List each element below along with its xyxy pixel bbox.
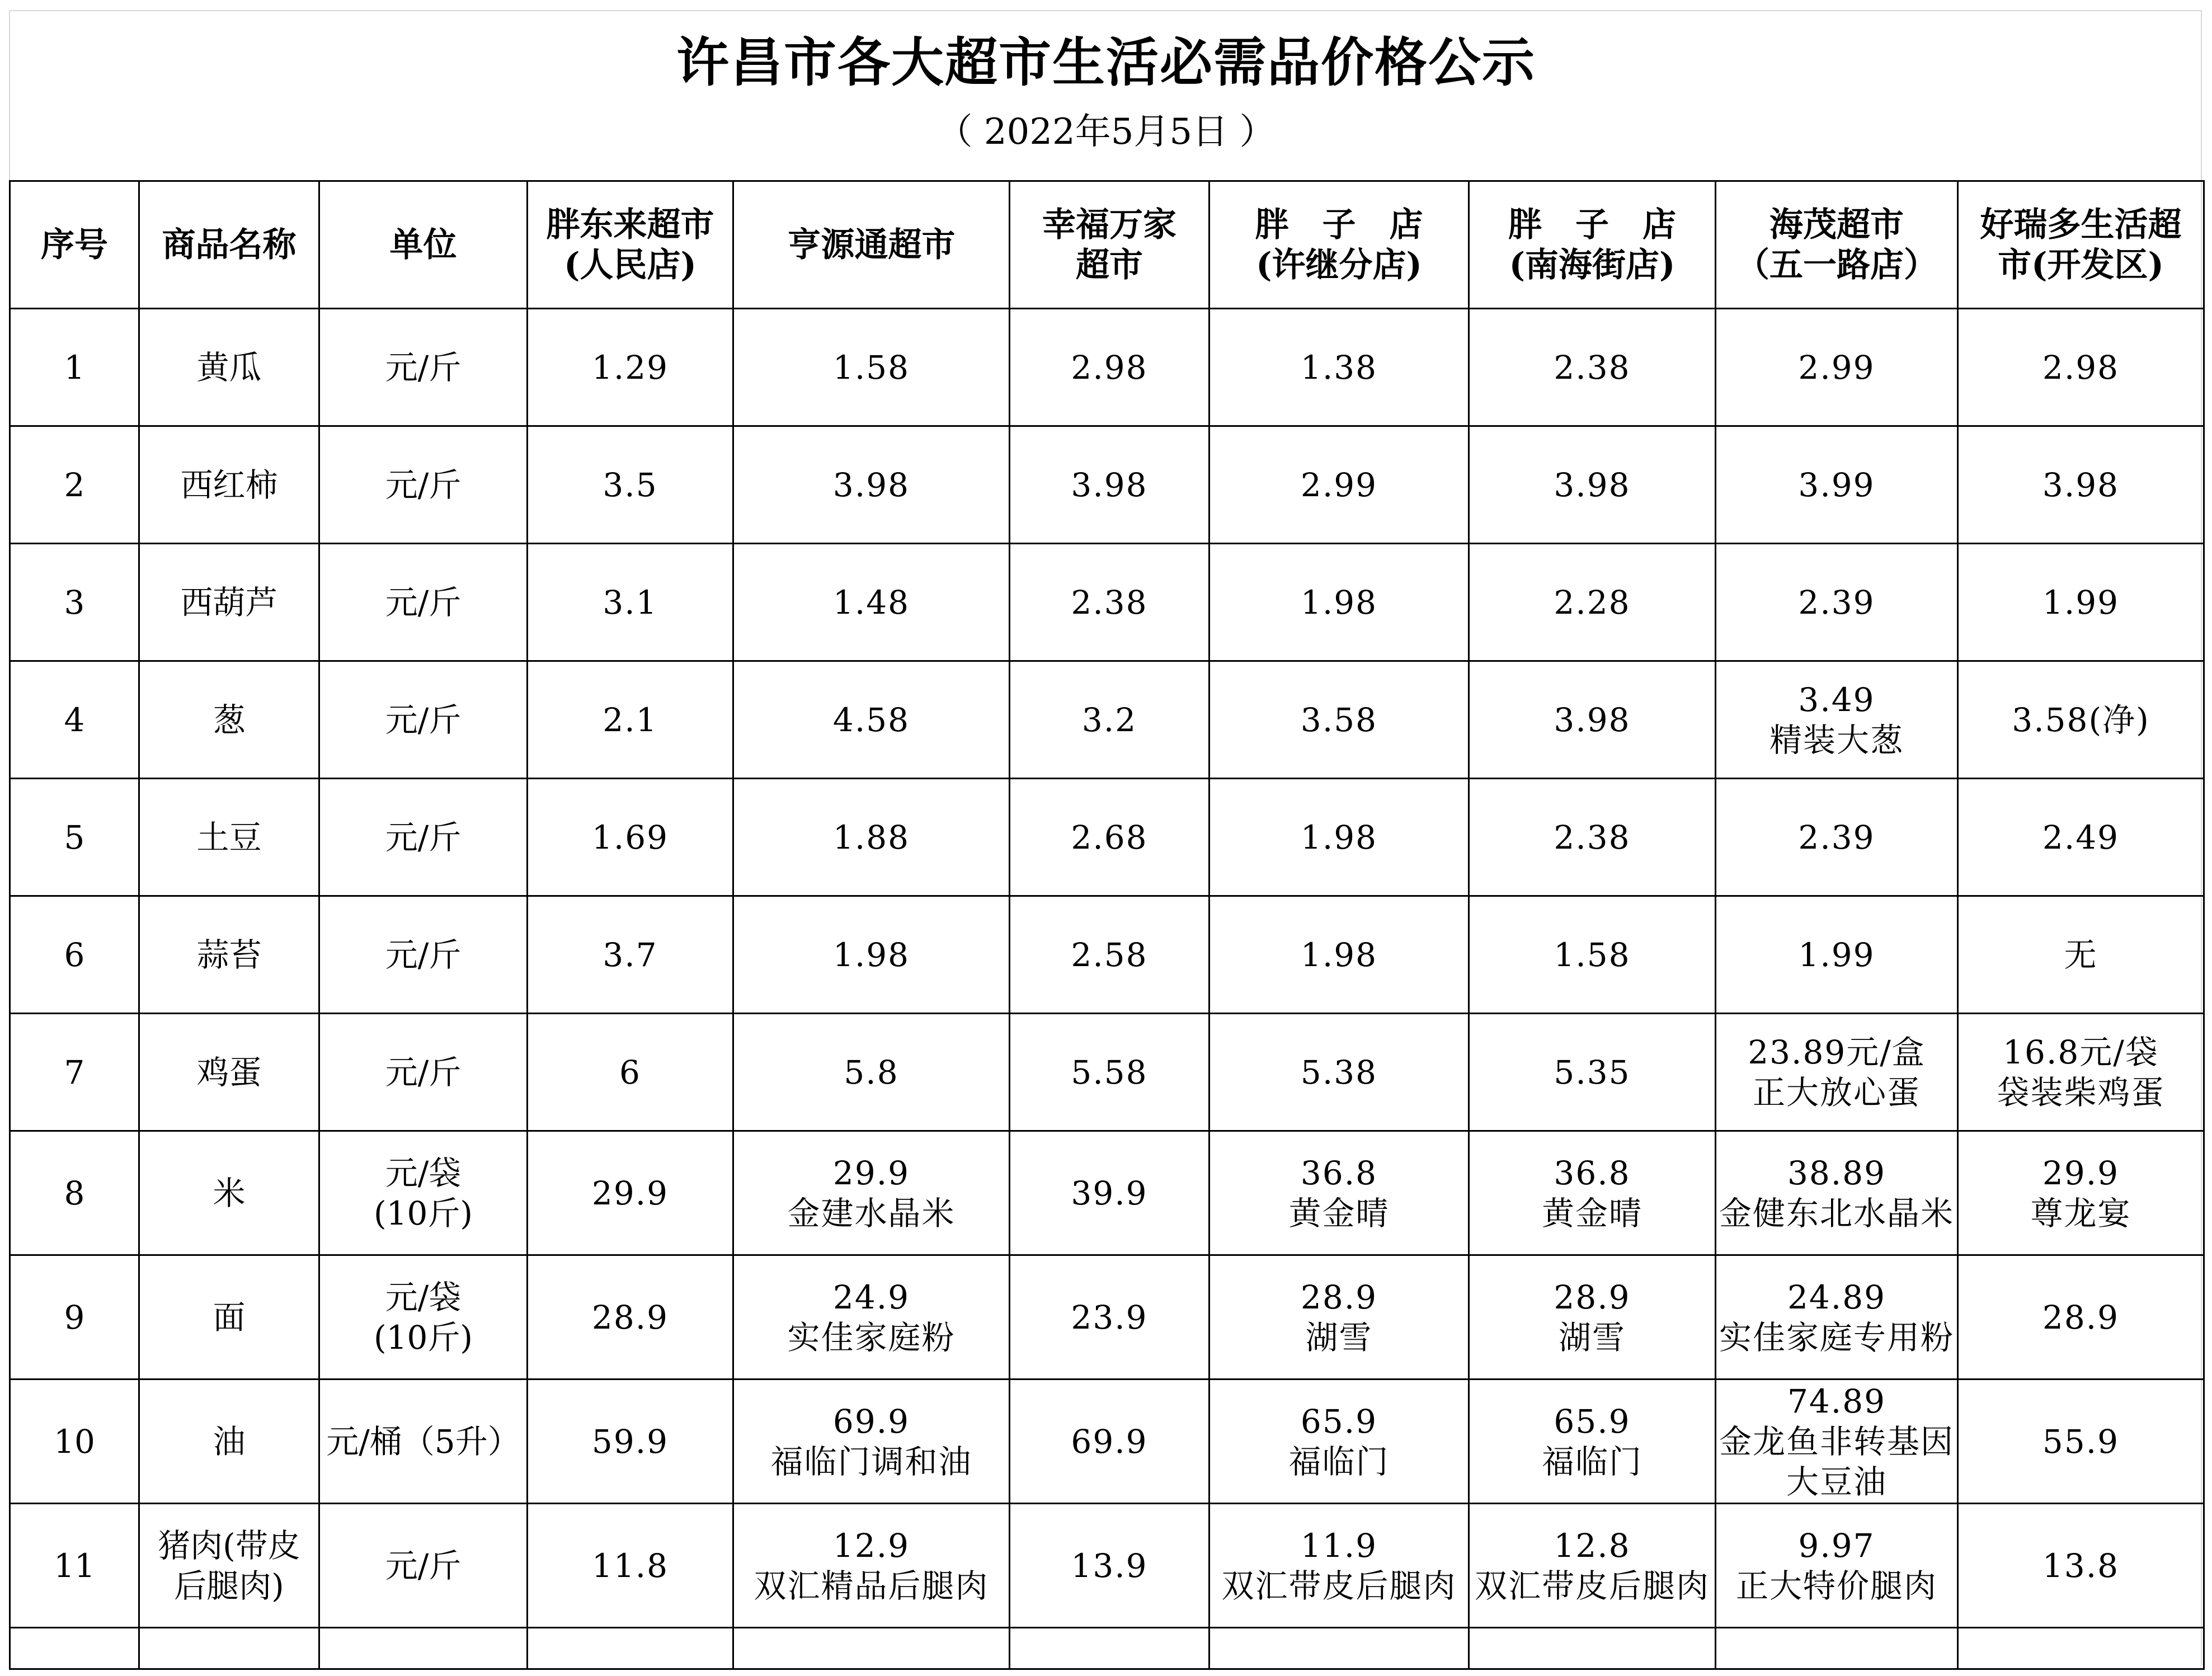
row-number-cell: 8 [10,1131,139,1255]
cell-line: 元/斤 [385,935,462,974]
cell-line: 元/斤 [385,348,462,387]
empty-grid-cell [1469,1628,1716,1669]
cell-line: 23.89元/盒 [1748,1033,1926,1071]
cell-line: 5.35 [1554,1053,1631,1091]
cell-line: 2.98 [1071,348,1148,387]
empty-grid-cell [1958,1628,2204,1669]
cell-line: (10斤) [373,1318,473,1357]
price-cell [1010,661,1209,779]
cell-line: 1.98 [1300,583,1378,622]
price-cell [1958,1131,2204,1255]
cell-line: 3.98 [1071,465,1148,504]
cell-line: 元/袋 [385,1154,462,1192]
price-cell [1469,544,1716,661]
price-cell [733,426,1010,544]
cell-line: 1.38 [1300,348,1378,387]
cell-line: 双汇带皮后腿肉 [1474,1566,1710,1605]
price-cell [733,544,1010,661]
cell-line: 13.8 [2042,1546,2120,1585]
cell-line: 湖雪 [1558,1318,1626,1357]
unit-cell [319,896,528,1014]
cell-line: 黄金晴 [1288,1194,1390,1232]
cell-line: 2.28 [1554,583,1631,622]
cell-line: 3.1 [603,583,658,622]
cell-line: 元/斤 [385,1053,462,1091]
price-cell [1716,1504,1958,1628]
cell-line: 元/袋 [385,1278,462,1316]
cell-line: (10斤) [373,1194,473,1232]
unit-cell [319,779,528,896]
table-row [10,661,2204,779]
product-name-cell [139,1014,319,1131]
price-cell [1958,544,2204,661]
row-number-cell: 4 [10,661,139,779]
cell-line: 2.39 [1798,818,1875,856]
cell-line: 24.9 [832,1278,910,1316]
unit-cell [319,1504,528,1628]
cell-line: 大豆油 [1786,1462,1887,1501]
cell-line: 11.9 [1300,1526,1378,1565]
price-cell [1716,309,1958,426]
table-row [10,896,2204,1014]
table-row [10,1380,2204,1504]
column-header [1716,181,1958,309]
cell-line: 2.49 [2042,818,2120,856]
price-cell [1716,426,1958,544]
cell-line: 2.1 [603,700,658,739]
cell-line: 29.9 [2042,1154,2120,1192]
price-cell [1010,1131,1209,1255]
column-header [733,181,1010,309]
product-name-cell [139,1380,319,1504]
cell-line: 3.7 [603,935,658,974]
cell-line: 65.9 [1300,1402,1378,1440]
price-table [9,180,2205,1670]
cell-line: 24.89 [1787,1278,1886,1316]
cell-line: 金建水晶米 [787,1194,956,1232]
price-cell [733,309,1010,426]
price-cell [1716,896,1958,1014]
cell-line: 28.9 [1300,1278,1378,1316]
cell-line: 23.9 [1071,1298,1148,1336]
product-name-cell [139,544,319,661]
price-cell [1469,1504,1716,1628]
table-row [10,1255,2204,1380]
cell-line: 1.29 [591,348,669,387]
cell-line: 69.9 [1071,1422,1148,1461]
price-cell [1010,1504,1209,1628]
unit-cell [319,426,528,544]
row-number-cell: 2 [10,426,139,544]
row-number-cell: 3 [10,544,139,661]
cell-line: 元/斤 [385,583,462,622]
price-cell [733,1131,1010,1255]
cell-line: 亨源通超市 [787,225,956,265]
cell-line: 福临门调和油 [770,1442,972,1481]
cell-line: 湖雪 [1305,1318,1373,1357]
price-cell [1010,1380,1209,1504]
price-cell [1209,779,1469,896]
unit-cell [319,309,528,426]
price-cell [1010,1255,1209,1380]
cell-line: 黄金晴 [1541,1194,1642,1232]
cell-line: 39.9 [1071,1174,1148,1212]
row-number-cell: 7 [10,1014,139,1131]
cell-line: 元/斤 [385,818,462,856]
product-name-cell [139,426,319,544]
cell-line: 6 [619,1053,641,1091]
cell-line: 3.98 [832,465,910,504]
price-cell [1010,309,1209,426]
cell-line: 36.8 [1554,1154,1631,1192]
price-cell [1469,1380,1716,1504]
price-cell [733,1255,1010,1380]
price-cell [1716,1255,1958,1380]
price-cell [1209,661,1469,779]
cell-line: 1.98 [1300,818,1378,856]
unit-cell [319,1380,528,1504]
cell-line: 9.97 [1798,1526,1875,1565]
price-cell [1716,661,1958,779]
price-cell [733,779,1010,896]
unit-cell [319,1255,528,1380]
product-name-cell [139,1131,319,1255]
cell-line: 鸡蛋 [196,1053,262,1091]
price-cell [528,426,733,544]
cell-line: 1.98 [1300,935,1378,974]
cell-line: 2.58 [1071,935,1148,974]
product-name-cell [139,896,319,1014]
empty-grid-cell [1209,1628,1469,1669]
cell-line: 2.38 [1554,818,1631,856]
cell-line: 福临门 [1288,1442,1390,1481]
table-row [10,1504,2204,1628]
cell-line: 1.98 [832,935,910,974]
cell-line: 福临门 [1541,1442,1642,1481]
cell-line: 3.58(净) [2012,700,2150,739]
cell-line: 2.38 [1554,348,1631,387]
table-row [10,779,2204,896]
cell-line: 胖东来超市 [546,205,714,244]
price-cell [1209,544,1469,661]
cell-line: 3.2 [1081,700,1137,739]
price-cell [1469,779,1716,896]
cell-line: 好瑞多生活超 [1980,205,2182,244]
price-cell [733,1504,1010,1628]
cell-line: 猪肉(带皮 [158,1526,300,1565]
empty-grid-cell [139,1628,319,1669]
price-cell [1010,1014,1209,1131]
cell-line: 1.69 [591,818,669,856]
column-header [139,181,319,309]
price-cell [1209,1504,1469,1628]
cell-line: 海茂超市 [1769,205,1904,244]
cell-line: 袋装柴鸡蛋 [1997,1073,2165,1112]
cell-line: 无 [2064,935,2098,974]
unit-cell [319,544,528,661]
cell-line: 2.68 [1071,818,1148,856]
cell-line: 12.8 [1554,1526,1631,1565]
cell-line: 黄瓜 [196,348,262,387]
row-number-cell: 1 [10,309,139,426]
price-cell [528,779,733,896]
cell-line: 元/斤 [385,700,462,739]
price-cell [733,896,1010,1014]
price-cell [733,1014,1010,1131]
cell-line: 2.99 [1798,348,1875,387]
cell-line: 油 [213,1422,246,1461]
price-cell [528,661,733,779]
cell-line: 65.9 [1554,1402,1631,1440]
cell-line: 2.98 [2042,348,2120,387]
price-cell [1958,1380,2204,1504]
empty-grid-row [10,1628,2204,1669]
price-cell [1716,779,1958,896]
price-cell [1469,1131,1716,1255]
price-cell [1209,1014,1469,1131]
column-header [1209,181,1469,309]
price-cell [1010,544,1209,661]
cell-line: 69.9 [832,1402,910,1440]
cell-line: 55.9 [2042,1422,2120,1461]
unit-cell [319,1131,528,1255]
price-cell [733,1380,1010,1504]
price-cell [1958,661,2204,779]
unit-cell [319,1014,528,1131]
cell-line: 29.9 [832,1154,910,1192]
price-cell [1958,779,2204,896]
cell-line: (人民店) [564,245,696,285]
product-name-cell [139,309,319,426]
row-number-cell: 11 [10,1504,139,1628]
price-cell [528,1131,733,1255]
cell-line: 蒜苔 [196,935,262,974]
row-number-cell: 9 [10,1255,139,1380]
price-cell [1209,1131,1469,1255]
price-cell [528,309,733,426]
unit-cell [319,661,528,779]
cell-line: 精装大葱 [1769,721,1904,759]
empty-grid-cell [319,1628,528,1669]
price-cell [1716,1014,1958,1131]
cell-line: 28.9 [1554,1278,1631,1316]
cell-line: 市(开发区) [1998,245,2164,285]
cell-line: 土豆 [196,818,262,856]
cell-line: 1.99 [2042,583,2120,622]
price-cell [1010,896,1209,1014]
cell-line: 28.9 [591,1298,669,1336]
cell-line: 29.9 [591,1174,669,1212]
empty-grid-cell [528,1628,733,1669]
empty-grid-cell [10,1628,139,1669]
cell-line: 1.58 [832,348,910,387]
price-cell [1209,309,1469,426]
cell-line: 正大放心蛋 [1752,1073,1921,1112]
column-header [319,181,528,309]
price-cell [733,661,1010,779]
cell-line: 双汇精品后腿肉 [754,1566,989,1605]
cell-line: 金龙鱼非转基因 [1719,1422,1954,1461]
price-cell [1958,309,2204,426]
table-header-row [10,181,2204,309]
price-cell [1209,426,1469,544]
price-cell [1209,1255,1469,1380]
product-name-cell [139,1255,319,1380]
cell-line: 1.58 [1554,935,1631,974]
cell-line: 序号 [41,225,108,265]
price-cell [1209,896,1469,1014]
product-name-cell [139,661,319,779]
price-cell [1958,1255,2204,1380]
price-cell [1716,1380,1958,1504]
cell-line: 2.38 [1071,583,1148,622]
price-cell [1958,426,2204,544]
cell-line: 1.48 [832,583,910,622]
cell-line: 2.99 [1300,465,1378,504]
product-name-cell [139,779,319,896]
cell-line: 74.89 [1787,1382,1886,1420]
cell-line: 4.58 [832,700,910,739]
table-row [10,1014,2204,1131]
price-cell [528,1504,733,1628]
table-row [10,426,2204,544]
price-cell [528,1380,733,1504]
cell-line: 13.9 [1071,1546,1148,1585]
cell-line: （五一路店） [1736,245,1937,285]
empty-grid-cell [1716,1628,1958,1669]
cell-line: 36.8 [1300,1154,1378,1192]
row-number-cell: 6 [10,896,139,1014]
cell-line: 2.39 [1798,583,1875,622]
cell-line: (许继分店) [1256,245,1422,285]
cell-line: 3.58 [1300,700,1378,739]
cell-line: 实佳家庭专用粉 [1719,1318,1954,1357]
cell-line: 5.8 [844,1053,899,1091]
product-name-cell [139,1504,319,1628]
cell-line: 38.89 [1787,1154,1886,1192]
price-cell [1469,1014,1716,1131]
row-number-cell: 10 [10,1380,139,1504]
cell-line: 3.49 [1798,680,1875,719]
cell-line: 商品名称 [162,225,296,265]
cell-line: 米 [213,1174,246,1212]
cell-line: 尊龙宴 [2030,1194,2131,1232]
price-cell [1958,896,2204,1014]
price-cell [528,1014,733,1131]
row-number-cell: 5 [10,779,139,896]
cell-line: 西葫芦 [180,583,278,622]
price-cell [1716,1131,1958,1255]
cell-line: 单位 [389,225,457,265]
cell-line: 双汇带皮后腿肉 [1221,1566,1457,1605]
price-cell [1469,896,1716,1014]
cell-line: 1.88 [832,818,910,856]
price-cell [528,896,733,1014]
cell-line: 16.8元/袋 [2003,1033,2159,1071]
cell-line: 元/桶（5升） [326,1422,520,1461]
cell-line: 实佳家庭粉 [787,1318,956,1357]
cell-line: 金健东北水晶米 [1719,1194,1954,1232]
cell-line: (南海街店) [1509,245,1676,285]
column-header [10,181,139,309]
price-cell [1010,426,1209,544]
price-cell [1469,1255,1716,1380]
cell-line: 28.9 [2042,1298,2120,1336]
price-cell [1716,544,1958,661]
table-row [10,544,2204,661]
cell-line: 1.99 [1798,935,1875,974]
price-cell [1469,426,1716,544]
cell-line: 元/斤 [385,1546,462,1585]
cell-line: 胖 子 店 [1255,205,1423,244]
cell-line: 超市 [1076,245,1143,285]
column-header [1958,181,2204,309]
price-cell [1010,779,1209,896]
cell-line: 3.98 [2042,465,2120,504]
empty-grid-cell [733,1628,1010,1669]
cell-line: 葱 [213,700,246,739]
price-cell [1958,1504,2204,1628]
table-row [10,309,2204,426]
price-cell [1469,661,1716,779]
cell-line: 3.98 [1554,700,1631,739]
page-title: 许昌市各大超市生活必需品价格公示 [676,32,1536,93]
cell-line: 12.9 [832,1526,910,1565]
cell-line: 幸福万家 [1042,205,1176,244]
cell-line: 3.99 [1798,465,1875,504]
price-cell [528,1255,733,1380]
column-header [528,181,733,309]
cell-line: 59.9 [591,1422,669,1461]
column-header [1469,181,1716,309]
cell-line: 3.98 [1554,465,1631,504]
cell-line: 5.38 [1300,1053,1378,1091]
price-cell [1469,309,1716,426]
column-header [1010,181,1209,309]
page-subtitle-date: （ 2022年5月5日 ） [936,111,1276,153]
cell-line: 5.58 [1071,1053,1148,1091]
price-cell [528,544,733,661]
cell-line: 正大特价腿肉 [1735,1566,1937,1605]
cell-line: 元/斤 [385,465,462,504]
price-cell [1958,1014,2204,1131]
price-cell [1209,1380,1469,1504]
cell-line: 11.8 [591,1546,669,1585]
cell-line: 西红柿 [180,465,278,504]
cell-line: 胖 子 店 [1508,205,1676,244]
cell-line: 后腿肉) [174,1566,284,1605]
cell-line: 面 [213,1298,246,1336]
cell-line: 3.5 [603,465,658,504]
empty-grid-cell [1010,1628,1209,1669]
table-row [10,1131,2204,1255]
